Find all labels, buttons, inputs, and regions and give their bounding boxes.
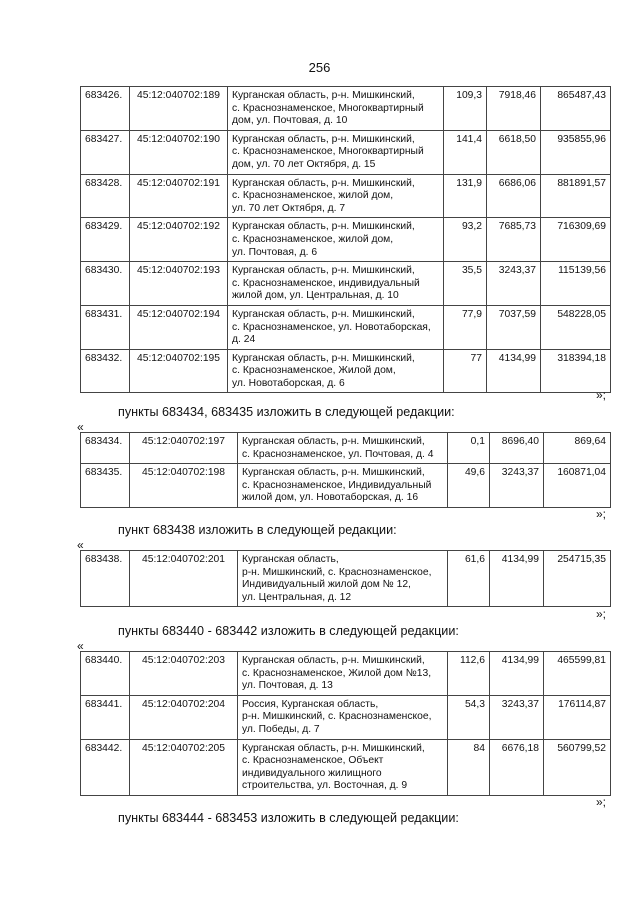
area-value: 54,3 xyxy=(448,695,490,739)
cadastral-number: 45:12:040702:194 xyxy=(130,305,228,349)
area-value: 109,3 xyxy=(444,87,487,131)
address-line: ул. Победы, д. 7 xyxy=(242,723,320,735)
table-row xyxy=(81,739,611,795)
row-number: 683428. xyxy=(81,174,130,218)
table-row xyxy=(81,433,611,464)
unit-price: 7918,46 xyxy=(487,87,541,131)
total-value: 935855,96 xyxy=(541,130,611,174)
row-number: 683432. xyxy=(81,349,130,393)
address-line: с. Краснознаменское, индивидуальный xyxy=(232,277,420,289)
table-row xyxy=(81,464,611,508)
address-line: с. Краснознаменское, ул. Почтовая, д. 4 xyxy=(242,448,434,460)
closing-quote: »; xyxy=(596,795,607,809)
address-cell xyxy=(238,739,448,795)
address-line: жилой дом, ул. Центральная, д. 10 xyxy=(232,290,399,302)
unit-price: 8696,40 xyxy=(490,433,544,464)
total-value: 716309,69 xyxy=(541,218,611,262)
address-line: Курганская область, xyxy=(242,554,339,565)
unit-price: 4134,99 xyxy=(490,551,544,607)
unit-price: 7685,73 xyxy=(487,218,541,262)
address-line: с. Краснознаменское, жилой дом, xyxy=(232,233,394,245)
address-line: Индивидуальный жилой дом № 12, xyxy=(242,579,411,591)
registry-table xyxy=(80,86,611,393)
address-cell xyxy=(228,305,444,349)
address-cell xyxy=(238,464,448,508)
address-cell xyxy=(238,551,448,607)
row-number: 683438. xyxy=(81,551,130,607)
address-line: ул. Центральная, д. 12 xyxy=(242,591,352,603)
instruction-text: пункты 683440 - 683442 изложить в следующей редакции: xyxy=(118,624,459,638)
address-line: дом, ул. 70 лет Октября, д. 15 xyxy=(232,158,376,170)
row-number: 683431. xyxy=(81,305,130,349)
address-cell xyxy=(228,87,444,131)
cadastral-number: 45:12:040702:197 xyxy=(130,433,238,464)
address-line: с. Краснознаменское, Жилой дом №13, xyxy=(242,667,432,679)
address-line: Курганская область, р-н. Мишкинский, xyxy=(232,308,415,320)
table-row xyxy=(81,349,611,393)
address-line: с. Краснознаменское, Многоквартирный xyxy=(232,102,424,114)
address-line: ул. Почтовая, д. 13 xyxy=(242,680,333,692)
opening-quote: « xyxy=(77,639,84,653)
address-line: Курганская область, р-н. Мишкинский, xyxy=(232,265,415,277)
total-value: 865487,43 xyxy=(541,87,611,131)
row-number: 683429. xyxy=(81,218,130,262)
row-number: 683434. xyxy=(81,433,130,464)
table-row xyxy=(81,652,611,696)
total-value: 881891,57 xyxy=(541,174,611,218)
table-row xyxy=(81,87,611,131)
address-line: д. 24 xyxy=(232,334,256,346)
unit-price: 4134,99 xyxy=(490,652,544,696)
address-line: р-н. Мишкинский, с. Краснознаменское, xyxy=(242,711,432,723)
opening-quote: « xyxy=(77,420,84,434)
table-row xyxy=(81,305,611,349)
area-value: 84 xyxy=(448,739,490,795)
unit-price: 7037,59 xyxy=(487,305,541,349)
address-cell xyxy=(228,174,444,218)
cadastral-number: 45:12:040702:204 xyxy=(130,695,238,739)
table-row xyxy=(81,130,611,174)
address-line: ул. Почтовая, д. 6 xyxy=(232,246,318,258)
cadastral-number: 45:12:040702:190 xyxy=(130,130,228,174)
area-value: 141,4 xyxy=(444,130,487,174)
area-value: 93,2 xyxy=(444,218,487,262)
row-number: 683442. xyxy=(81,739,130,795)
opening-quote: « xyxy=(77,538,84,552)
closing-quote: »; xyxy=(596,507,607,521)
address-line: с. Краснознаменское, жилой дом, xyxy=(232,190,394,202)
address-line: Курганская область, р-н. Мишкинский, xyxy=(242,742,425,754)
total-value: 160871,04 xyxy=(544,464,611,508)
address-line: с. Краснознаменское, Жилой дом, xyxy=(232,365,396,377)
row-number: 683440. xyxy=(81,652,130,696)
area-value: 49,6 xyxy=(448,464,490,508)
address-line: индивидуального жилищного xyxy=(242,767,382,779)
table-row xyxy=(81,551,611,607)
address-line: с. Краснознаменское, Многоквартирный xyxy=(232,146,424,158)
address-cell xyxy=(238,652,448,696)
unit-price: 3243,37 xyxy=(490,695,544,739)
address-cell xyxy=(228,349,444,393)
address-cell xyxy=(238,433,448,464)
address-line: дом, ул. Почтовая, д. 10 xyxy=(232,115,348,127)
address-line: Россия, Курганская область, xyxy=(242,698,379,710)
total-value: 318394,18 xyxy=(541,349,611,393)
registry-table xyxy=(80,550,611,607)
total-value: 869,64 xyxy=(544,433,611,464)
area-value: 131,9 xyxy=(444,174,487,218)
cadastral-number: 45:12:040702:192 xyxy=(130,218,228,262)
cadastral-number: 45:12:040702:193 xyxy=(130,262,228,306)
address-cell xyxy=(228,262,444,306)
address-line: строительства, ул. Восточная, д. 9 xyxy=(242,780,408,792)
page-number: 256 xyxy=(308,60,331,75)
address-line: р-н. Мишкинский, с. Краснознаменское, xyxy=(242,566,432,578)
address-line: с. Краснознаменское, Объект xyxy=(242,755,384,767)
address-line: с. Краснознаменское, ул. Новотаборская, xyxy=(232,321,431,333)
table-row xyxy=(81,695,611,739)
cadastral-number: 45:12:040702:195 xyxy=(130,349,228,393)
address-line: Курганская область, р-н. Мишкинский, xyxy=(242,655,425,666)
registry-table xyxy=(80,651,611,796)
unit-price: 4134,99 xyxy=(487,349,541,393)
address-line: Курганская область, р-н. Мишкинский, xyxy=(232,221,415,233)
address-line: Курганская область, р-н. Мишкинский, xyxy=(232,352,415,364)
cadastral-number: 45:12:040702:205 xyxy=(130,739,238,795)
total-value: 115139,56 xyxy=(541,262,611,306)
total-value: 465599,81 xyxy=(544,652,611,696)
address-line: жилой дом, ул. Новотаборская, д. 16 xyxy=(242,492,419,504)
row-number: 683441. xyxy=(81,695,130,739)
cadastral-number: 45:12:040702:189 xyxy=(130,87,228,131)
instruction-text: пункт 683438 изложить в следующей редакции: xyxy=(118,523,397,537)
total-value: 548228,05 xyxy=(541,305,611,349)
closing-quote: »; xyxy=(596,607,607,621)
address-line: Курганская область, р-н. Мишкинский, xyxy=(242,467,425,479)
address-cell xyxy=(238,695,448,739)
cadastral-number: 45:12:040702:198 xyxy=(130,464,238,508)
area-value: 77 xyxy=(444,349,487,393)
cadastral-number: 45:12:040702:201 xyxy=(130,551,238,607)
cadastral-number: 45:12:040702:191 xyxy=(130,174,228,218)
area-value: 0,1 xyxy=(448,433,490,464)
address-line: Курганская область, р-н. Мишкинский, xyxy=(232,133,415,145)
address-line: Курганская область, р-н. Мишкинский, xyxy=(232,90,415,101)
registry-table xyxy=(80,432,611,508)
area-value: 112,6 xyxy=(448,652,490,696)
area-value: 35,5 xyxy=(444,262,487,306)
address-line: с. Краснознаменское, Индивидуальный xyxy=(242,479,432,491)
row-number: 683430. xyxy=(81,262,130,306)
row-number: 683427. xyxy=(81,130,130,174)
address-line: Курганская область, р-н. Мишкинский, xyxy=(242,436,425,447)
unit-price: 3243,37 xyxy=(490,464,544,508)
address-line: ул. Новотаборская, д. 6 xyxy=(232,377,345,389)
table-row xyxy=(81,174,611,218)
instruction-text: пункты 683444 - 683453 изложить в следующей редакции: xyxy=(118,811,459,825)
unit-price: 3243,37 xyxy=(487,262,541,306)
address-line: Курганская область, р-н. Мишкинский, xyxy=(232,177,415,189)
table-row xyxy=(81,218,611,262)
total-value: 254715,35 xyxy=(544,551,611,607)
instruction-text: пункты 683434, 683435 изложить в следующей редакции: xyxy=(118,405,455,419)
table-row xyxy=(81,262,611,306)
row-number: 683426. xyxy=(81,87,130,131)
total-value: 176114,87 xyxy=(544,695,611,739)
row-number: 683435. xyxy=(81,464,130,508)
total-value: 560799,52 xyxy=(544,739,611,795)
unit-price: 6618,50 xyxy=(487,130,541,174)
cadastral-number: 45:12:040702:203 xyxy=(130,652,238,696)
area-value: 61,6 xyxy=(448,551,490,607)
address-line: ул. 70 лет Октября, д. 7 xyxy=(232,202,346,214)
area-value: 77,9 xyxy=(444,305,487,349)
address-cell xyxy=(228,218,444,262)
unit-price: 6686,06 xyxy=(487,174,541,218)
unit-price: 6676,18 xyxy=(490,739,544,795)
address-cell xyxy=(228,130,444,174)
closing-quote: »; xyxy=(596,388,607,402)
